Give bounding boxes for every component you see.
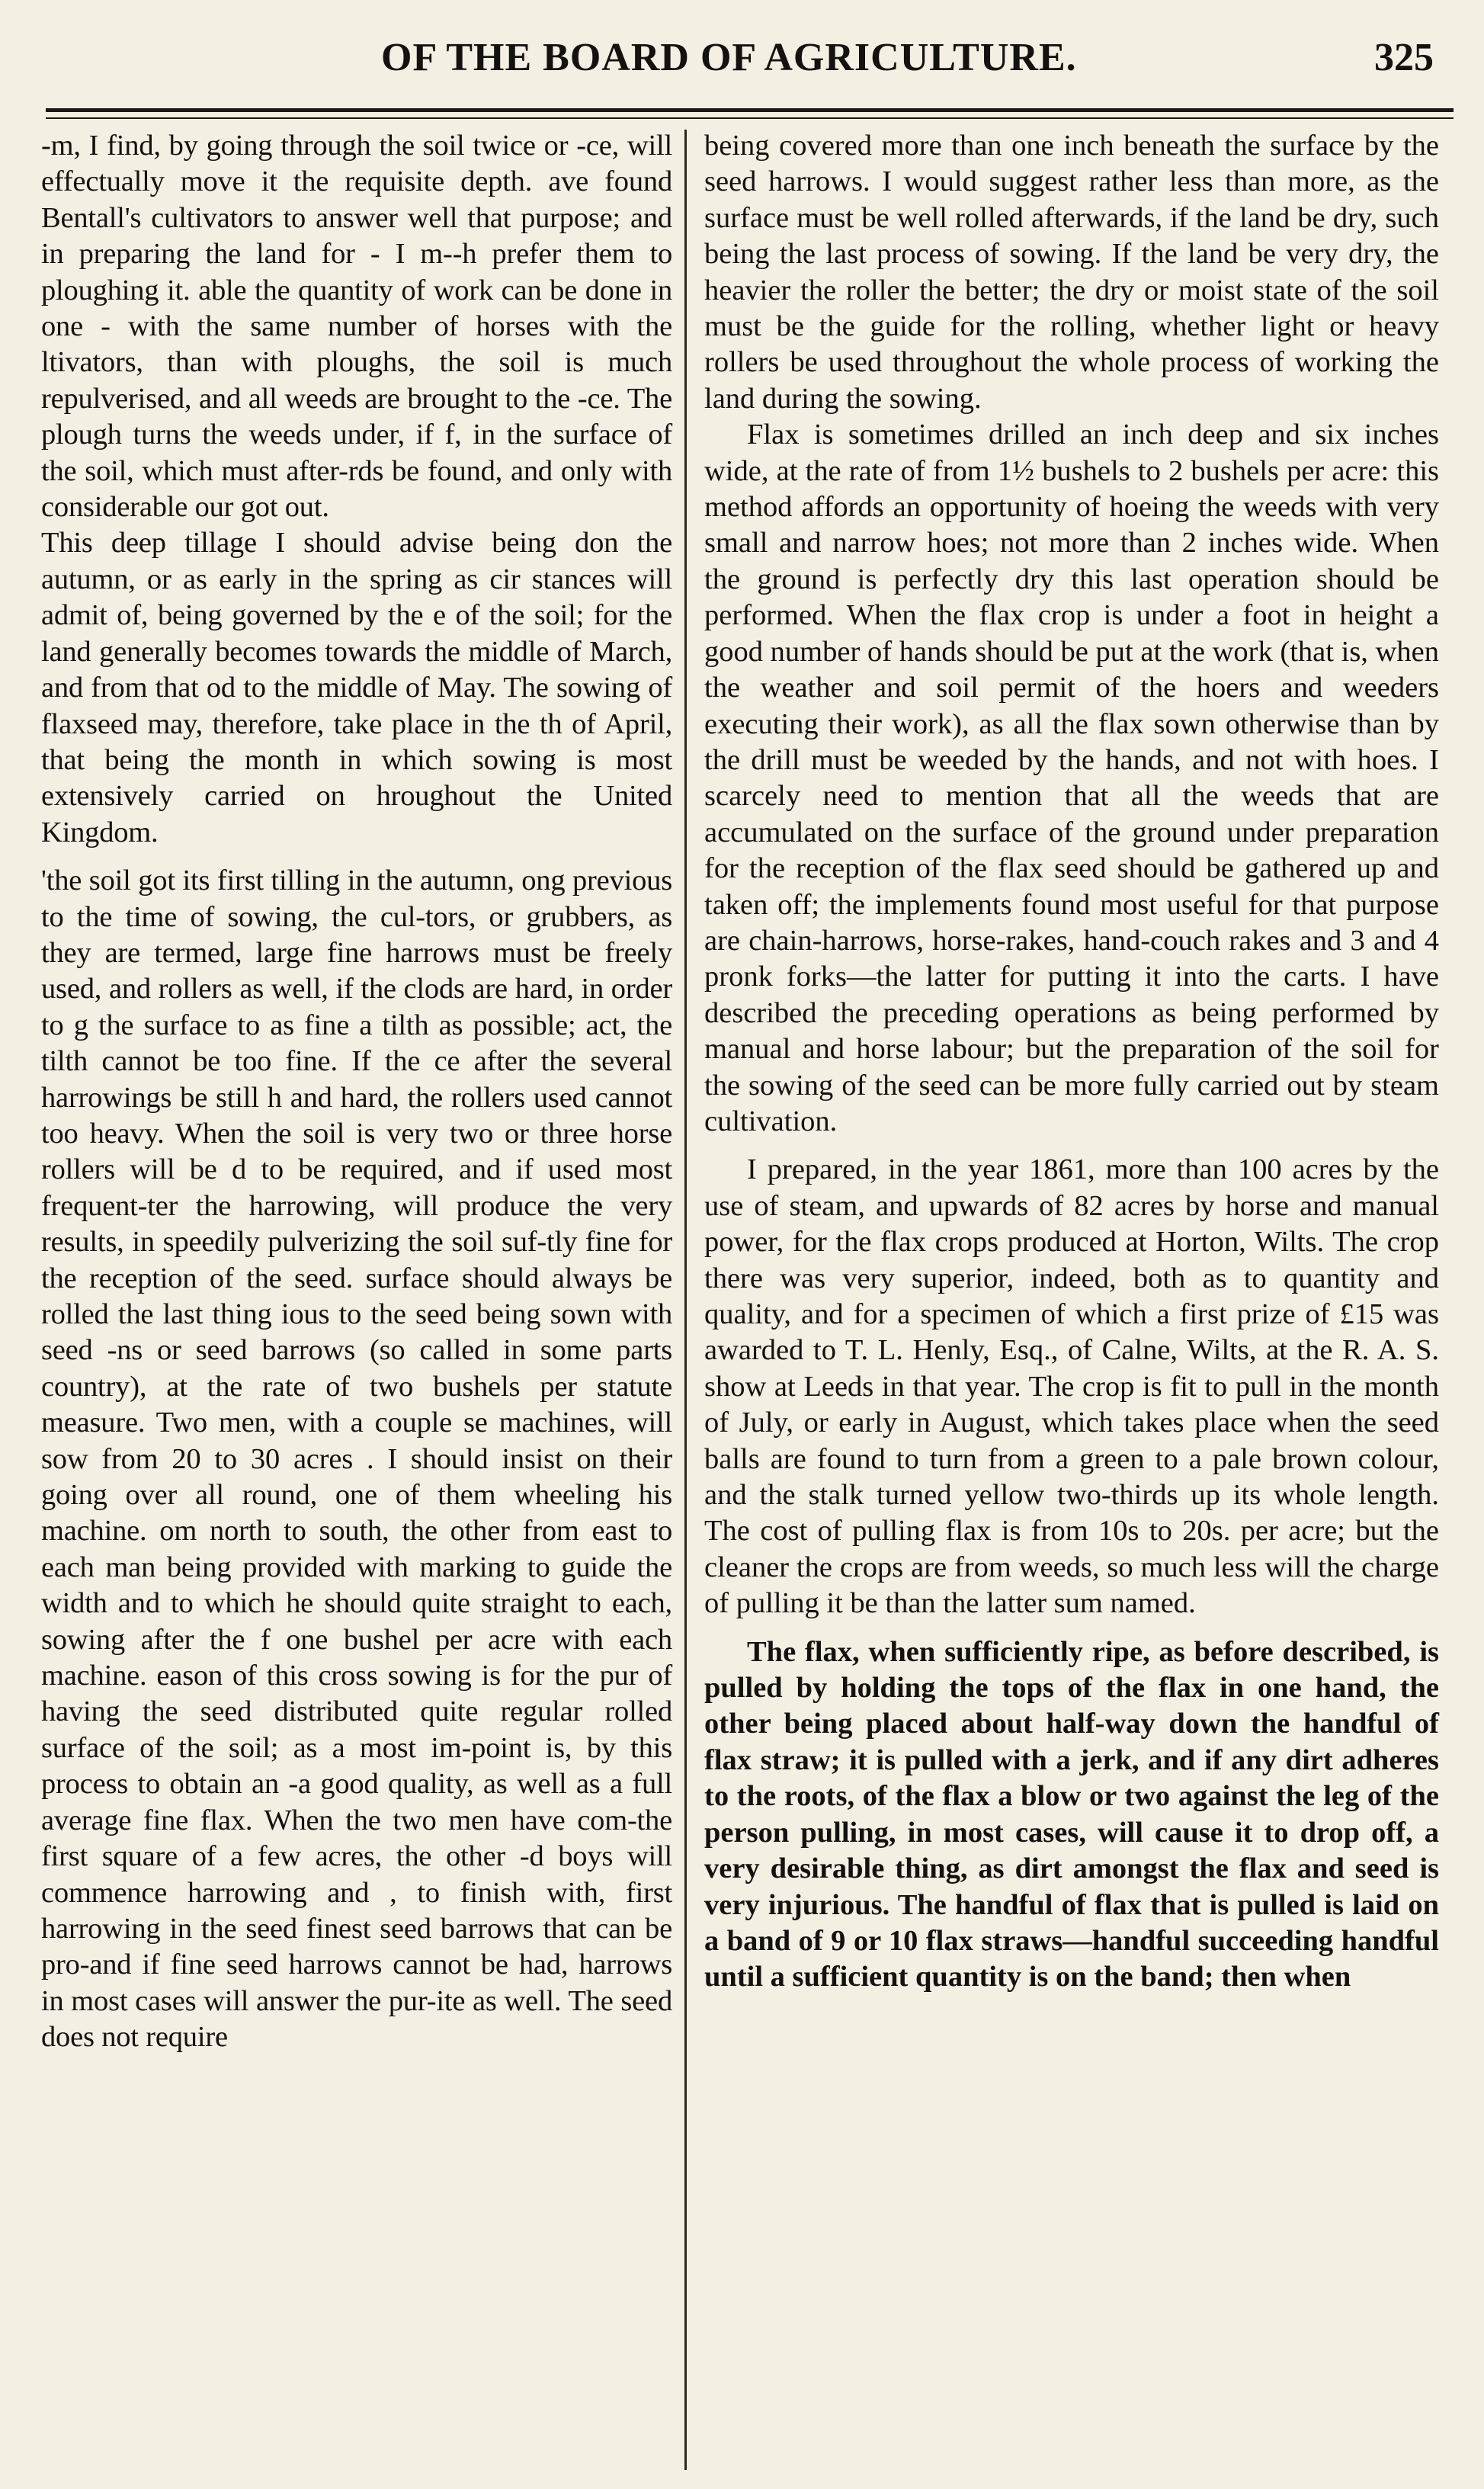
running-head-title: OF THE BOARD OF AGRICULTURE. (381, 36, 1077, 79)
header-rule-thick (46, 108, 1454, 112)
right-paragraph-4: The flax, when sufficiently ripe, as before described, is pulled by holding the tops of the flax in one hand, the other being placed about half-way down the handful of flax straw; it is pulled with a jerk, and if any dirt adheres to the roots, of the flax a blow or two against the leg of the person pulling, in most cases, will cause it to drop off, a very desirable thing, as dirt amongst the flax and seed is very injurious. The handful of flax that is pulled is laid on a band of 9 or 10 flax straws—handful succeeding handful until a sufficient quantity is on the band; then when (704, 1635, 1439, 1993)
left-paragraph-2: This deep tillage I should advise being don the autumn, or as early in the spring as cir stances will admit of, being governed by the e of the soil; for the land generally becomes towards the middle of March, and from that od to the middle of May. The sowing of flaxseed may, therefore, take place in the th of April, that being the month in which sowing is most extensively carried on hroughout the United Kingdom. (41, 527, 672, 848)
right-paragraph-3: I prepared, in the year 1861, more than 100 acres by the use of steam, and upwards of 82 acres by horse and manual power, for the flax crops produced at Horton, Wilts. The crop there was very superior, indeed, both as to quantity and quality, and for a specimen of which a first prize of £15 was awarded to T. L. Henly, Esq., of Calne, Wilts, at the R. A. S. show at Leeds in that year. The crop is fit to pull in the month of July, or early in August, which takes place when the seed balls are found to turn from a green to a pale brown colour, and the stalk turned yellow two-thirds up its whole length. The cost of pulling flax is from 10s to 20s. per acre; but the cleaner the crops are from weeds, so much less will the charge of pulling it be than the latter sum named. (704, 1153, 1439, 1620)
right-column (704, 128, 1439, 1996)
page-number: 325 (1374, 36, 1434, 79)
left-paragraph-1: -m, I find, by going through the soil twice or -ce, will effectually move it the requisite depth. ave found Bentall's cultivators to answer well that purpose; and in preparing the land for - I m--h prefer them to ploughing it. able the quantity of work can be done in one - with the same number of horses with the ltivators, than with ploughs, the soil is much repulverised, and all weeds are brought to the -ce. The plough turns the weeds under, if f, in the surface of the soil, which must after-rds be found, and only with considerable our got out. (41, 130, 672, 524)
right-paragraph-2: Flax is sometimes drilled an inch deep and six inches wide, at the rate of from 1½ bushels to 2 bushels per acre: this method affords an opportunity of hoeing the weeds with very small and narrow hoes; not more than 2 inches wide. When the ground is perfectly dry this last operation should be performed. When the flax crop is under a foot in height a good number of hands should be put at the work (that is, when the weather and soil permit of the hoers and weeders executing their work), as all the flax sown otherwise than by the drill must be weeded by the hands, and not with hoes. I scarcely need to mention that all the weeds that are accumulated on the surface of the ground under preparation for the reception of the flax seed should be gathered up and taken off; the implements found most useful for that purpose are chain-harrows, horse-rakes, hand-couch rakes and 3 and 4 pronk forks—the latter for putting it into the carts. I have described the preceding operations as being performed by manual and horse labour; but the preparation of the soil for the sowing of the seed can be more fully carried out by steam cultivation. (704, 419, 1439, 1137)
left-paragraph-3: 'the soil got its first tilling in the autumn, ong previous to the time of sowing, the cul-tors, or grubbers, as they are termed, large fine harrows must be freely used, and rollers as well, if the clods are hard, in order to g the surface to as fine a tilth as possible; act, the tilth cannot be too fine. If the ce after the several harrowings be still h and hard, the rollers used cannot too heavy. When the soil is very two or three horse rollers will be d to be required, and if used most frequent-ter the harrowing, will produce the very results, in speedily pulverizing the soil suf-tly fine for the reception of the seed. surface should always be rolled the last thing ious to the seed being sown with seed -ns or seed barrows (so called in some parts country), at the rate of two bushels per statute measure. Two men, with a couple se machines, will sow from 20 to 30 acres . I should insist on their going over all round, one of them wheeling his machine. om north to south, the other from east to each man being provided with marking to guide the width and to which he should quite straight to each, sowing after the f one bushel per acre with each machine. eason of this cross sowing is for the pur of having the seed distributed quite regular rolled surface of the soil; as a most im-point is, by this process to obtain an -a good quality, as well as a full average fine flax. When the two men have com-the first square of a few acres, the other -d boys will commence harrowing and , to finish with, first harrowing in the seed finest seed barrows that can be pro-and if fine seed harrows cannot be had, harrows in most cases will answer the pur-ite as well. The seed does not require (41, 864, 672, 2054)
column-divider (684, 130, 687, 2470)
header-rule-thin (46, 117, 1454, 119)
left-column (41, 128, 672, 2056)
right-paragraph-1: being covered more than one inch beneath the surface by the seed harrows. I would suggest rather less than more, as the surface must be well rolled afterwards, if the land be dry, such being the last process of sowing. If the land be very dry, the heavier the roller the better; the dry or moist state of the soil must be the guide for the rolling, whether light or heavy rollers be used throughout the whole process of working the land during the sowing. (704, 130, 1439, 415)
running-head (0, 18, 1484, 87)
